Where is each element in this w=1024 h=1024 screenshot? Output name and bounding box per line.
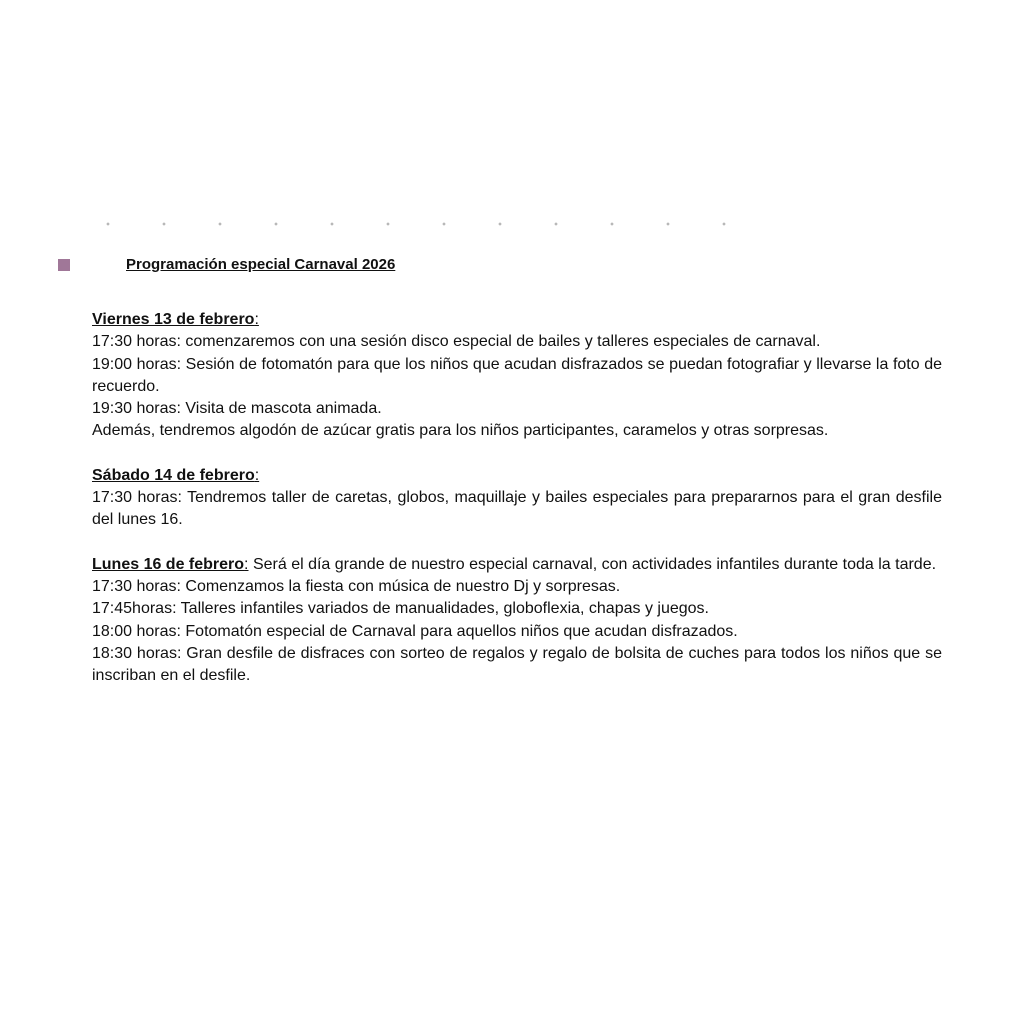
section-lunes (92, 554, 942, 688)
day-title-colon: : (244, 555, 249, 573)
schedule-line: 19:30 horas: Visita de mascota animada. (92, 400, 382, 418)
schedule-line: 17:30 horas: Tendremos taller de caretas, globos, maquillaje y bailes especiales para prepararnos para el gran desfile del lunes 16. (92, 489, 942, 529)
day-intro: Será el día grande de nuestro especial carnaval, con actividades infantiles durante toda la tarde. (248, 555, 937, 573)
square-bullet-icon (58, 259, 70, 271)
schedule-line: Además, tendremos algodón de azúcar gratis para los niños participantes, caramelos y otras sorpresas. (92, 422, 829, 440)
program-heading: Programación especial Carnaval 2026 (126, 256, 396, 273)
section-title-line (92, 465, 942, 487)
program-content (92, 309, 942, 709)
schedule-line: 18:30 horas: Gran desfile de disfraces con sorteo de regalos y regalo de bolsita de cuches para todos los niños que se inscriban en el desfile. (92, 644, 942, 685)
schedule-line: 19:00 horas: Sesión de fotomatón para que los niños que acudan disfrazados se puedan fotografiar y llevarse la foto de recuerdo. (92, 355, 942, 395)
section-title-line (92, 554, 942, 576)
section-viernes (92, 309, 942, 443)
schedule-line: 17:30 horas: comenzaremos con una sesión disco especial de bailes y talleres especiales de carnaval. (92, 333, 821, 351)
day-title: Viernes 13 de febrero (92, 311, 255, 328)
schedule-line: 18:00 horas: Fotomatón especial de Carnaval para aquellos niños que acudan disfrazados. (92, 622, 738, 640)
day-title-colon: : (254, 466, 260, 484)
day-title-colon: : (254, 311, 259, 328)
section-sabado (92, 465, 942, 532)
schedule-line: 17:30 horas: Comenzamos la fiesta con música de nuestro Dj y sorpresas. (92, 577, 621, 595)
schedule-line: 17:45horas: Talleres infantiles variados de manualidades, globoflexia, chapas y juegos. (92, 600, 709, 618)
day-title: Sábado 14 de febrero (92, 466, 255, 484)
cropped-previous-text-line (80, 218, 760, 230)
day-title: Lunes 16 de febrero (92, 555, 245, 573)
section-title-line (92, 309, 942, 331)
